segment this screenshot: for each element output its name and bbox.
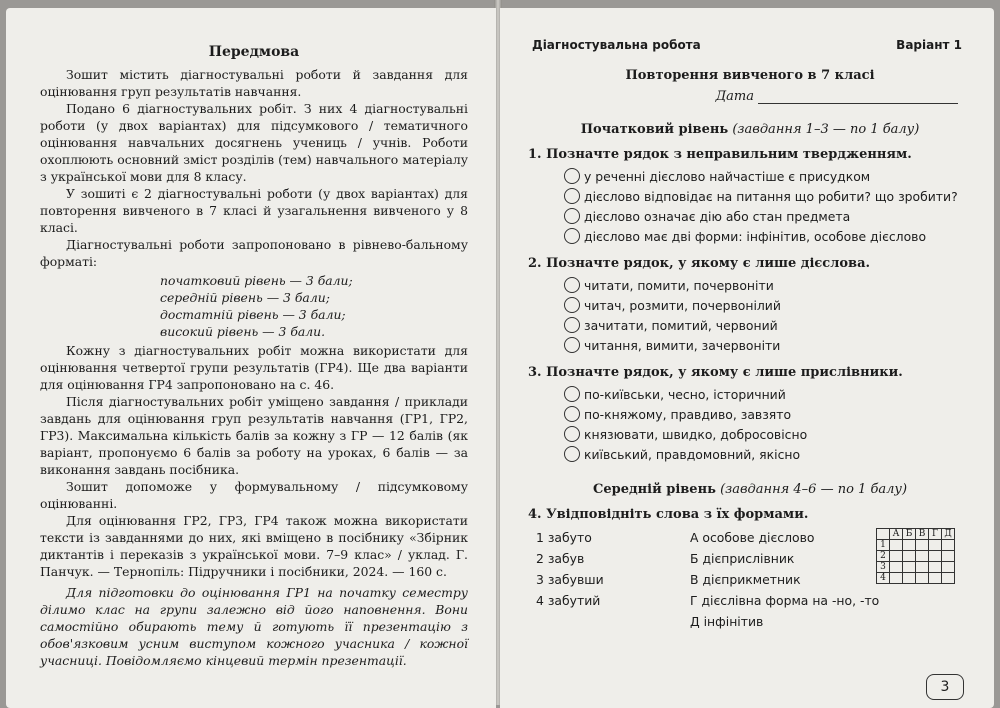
- date-line[interactable]: [758, 103, 958, 104]
- right-page: [500, 8, 994, 708]
- option-text: по-княжому, правдиво, завзято: [584, 406, 792, 422]
- level-note: (завдання 1–3 — по 1 балу): [732, 122, 920, 137]
- paragraph: Кожну з діагностувальних робіт можна використати для оцінювання четвертої групи результатів (ГР4). Ще два варіанти для оцінювання ГР4 запропоновано на с. 46.: [40, 343, 468, 392]
- option-text: князювати, швидко, доброcовісно: [584, 426, 808, 442]
- grid-cell[interactable]: [890, 573, 903, 584]
- grid-cell[interactable]: [890, 562, 903, 573]
- words-column: [536, 530, 604, 614]
- level-item: середній рівень — 3 бали;: [160, 290, 330, 305]
- level-name: Початковий рівень: [580, 122, 729, 137]
- grid-col-header: Д: [942, 529, 955, 540]
- answer-option[interactable]: [564, 206, 972, 226]
- form-item: Г дієслівна форма на -но, -то: [690, 593, 880, 608]
- word-item: 1 забуто: [536, 530, 592, 545]
- forms-column: [690, 530, 879, 635]
- level-item: початковий рівень — 3 бали;: [160, 273, 353, 288]
- question-2-options: [564, 275, 972, 355]
- question-3-options: [564, 384, 972, 464]
- grid-cell[interactable]: [942, 540, 955, 551]
- question-4: 4. Увідповідніть слова з їх формами.: [528, 507, 809, 522]
- radio-circle-icon[interactable]: [564, 426, 580, 442]
- grid-corner: [877, 529, 890, 540]
- paragraph: У зошиті є 2 діагностувальні роботи (у двох варіантах) для повторення вивченого в 7 класі й узагальнення вивченого у 8 класі.: [40, 186, 468, 235]
- grid-row-header: 3: [877, 562, 890, 573]
- option-text: зачитати, помитий, червоний: [584, 317, 778, 333]
- date-label: Дата: [715, 89, 754, 104]
- level-heading: [528, 482, 972, 497]
- grid-row-header: 1: [877, 540, 890, 551]
- header-title: Діагностувальна робота: [532, 38, 701, 52]
- radio-circle-icon[interactable]: [564, 297, 580, 313]
- paragraph: Зошит містить діагностувальні роботи й завдання для оцінювання груп результатів навчання.: [40, 67, 468, 99]
- form-item: В дієприкметник: [690, 572, 801, 587]
- grid-cell[interactable]: [929, 551, 942, 562]
- form-item: Б дієприслівник: [690, 551, 795, 566]
- radio-circle-icon[interactable]: [564, 317, 580, 333]
- paragraph: Для оцінювання ГР2, ГР3, ГР4 також можна використати тексти із завданнями до них, які вміщено в посібнику «Збірник диктантів і переказів з української мови. 7–9 клас» / уклад. Г. Панчук. — Тернопіль: Підручники і посібники, 2024. — 160 с.: [40, 513, 468, 579]
- radio-circle-icon[interactable]: [564, 208, 580, 224]
- grid-col-header: А: [890, 529, 903, 540]
- grid-cell[interactable]: [903, 540, 916, 551]
- answer-option[interactable]: [564, 295, 972, 315]
- grid-row-header: 2: [877, 551, 890, 562]
- level-name: Середній рівень: [592, 482, 716, 497]
- page-header: [532, 38, 962, 52]
- answer-option[interactable]: [564, 384, 972, 404]
- radio-circle-icon[interactable]: [564, 446, 580, 462]
- grid-cell[interactable]: [942, 551, 955, 562]
- option-text: читати, помити, почервоніти: [584, 277, 774, 293]
- grid-cell[interactable]: [916, 573, 929, 584]
- preface-title: Передмова: [208, 44, 300, 60]
- paragraph: Діагностувальні роботи запропоновано в рівнево-бальному форматі:: [40, 237, 468, 269]
- grid-row-header: 4: [877, 573, 890, 584]
- level-item: достатній рівень — 3 бали;: [160, 307, 346, 322]
- level-item: високий рівень — 3 бали.: [160, 324, 326, 339]
- grid-cell[interactable]: [929, 562, 942, 573]
- question-1-options: [564, 166, 972, 246]
- answer-option[interactable]: [564, 315, 972, 335]
- page-number: 3: [926, 674, 964, 700]
- question-2: 2. Позначте рядок, у якому є лише дієслова.: [528, 256, 871, 271]
- radio-circle-icon[interactable]: [564, 228, 580, 244]
- paragraph: Зошит допоможе у формувальному / підсумковому оцінюванні.: [40, 479, 468, 511]
- option-text: читання, вимити, зачервоніти: [584, 337, 781, 353]
- answer-grid: [876, 528, 955, 584]
- radio-circle-icon[interactable]: [564, 168, 580, 184]
- answer-option[interactable]: [564, 186, 972, 206]
- option-text: дієслово означає дію або стан предмета: [584, 208, 851, 224]
- grid-cell[interactable]: [890, 540, 903, 551]
- level-heading: [528, 122, 972, 137]
- answer-option[interactable]: [564, 275, 972, 295]
- answer-option[interactable]: [564, 404, 972, 424]
- matching-task: [528, 528, 972, 638]
- option-text: дієслово відповідає на питання що робити? що зробити?: [584, 188, 958, 204]
- answer-option[interactable]: [564, 335, 972, 355]
- grid-cell[interactable]: [916, 551, 929, 562]
- topic-title: Повторення вивченого в 7 класі: [625, 68, 875, 83]
- date-field[interactable]: [528, 89, 958, 104]
- grid-cell[interactable]: [903, 551, 916, 562]
- grid-col-header: Б: [903, 529, 916, 540]
- answer-option[interactable]: [564, 444, 972, 464]
- italic-note: Для підготовки до оцінювання ГР1 на початку семестру ділимо клас на групи залежно від його наповнення. Вони самостійно обирають тему й готують її презентацію з обов'язковим усним виступом кожного учасника / кожної учасниці. Повідомляємо кінцевий термін презентації.: [40, 585, 468, 668]
- grid-cell[interactable]: [929, 540, 942, 551]
- grid-cell[interactable]: [916, 562, 929, 573]
- radio-circle-icon[interactable]: [564, 386, 580, 402]
- grid-cell[interactable]: [903, 562, 916, 573]
- option-text: читач, розмити, почервонілий: [584, 297, 781, 313]
- answer-option[interactable]: [564, 226, 972, 246]
- word-item: 4 забутий: [536, 593, 601, 608]
- word-item: 2 забув: [536, 551, 585, 566]
- grid-cell[interactable]: [916, 540, 929, 551]
- question-1: 1. Позначте рядок з неправильним твердженням.: [528, 147, 912, 162]
- question-3: 3. Позначте рядок, у якому є лише прислівники.: [528, 365, 903, 380]
- paragraph: Подано 6 діагностувальних робіт. З них 4 діагностувальні роботи (у двох варіантах) для підсумкового / тематичного оцінювання навчальних досягнень учениць / учнів. Роботи охоплюють основний зміст розділів (тем) навчального матеріалу з української мови для 8 класу.: [40, 101, 468, 184]
- left-page: [6, 8, 496, 708]
- radio-circle-icon[interactable]: [564, 277, 580, 293]
- word-item: 3 забувши: [536, 572, 604, 587]
- option-text: київський, правдомовний, якісно: [584, 446, 801, 462]
- radio-circle-icon[interactable]: [564, 188, 580, 204]
- grid-col-header: Г: [929, 529, 942, 540]
- grid-cell[interactable]: [903, 573, 916, 584]
- grid-cell[interactable]: [942, 562, 955, 573]
- grid-cell[interactable]: [942, 573, 955, 584]
- form-item: А особове дієслово: [690, 530, 815, 545]
- grid-col-header: В: [916, 529, 929, 540]
- paragraph: Після діагностувальних робіт уміщено завдання / приклади завдань для оцінювання груп результатів навчання (ГР1, ГР2, ГР3). Максимальна кількість балів за кожну з ГР — 12 балів (як варіант, пропонуємо 6 балів за роботу на уроках, 6 балів — за виконання завдань посібника.: [40, 394, 468, 477]
- option-text: у реченні дієслово найчастіше є присудком: [584, 168, 871, 184]
- option-text: дієслово має дві форми: інфінітив, особове дієслово: [584, 228, 927, 244]
- radio-circle-icon[interactable]: [564, 337, 580, 353]
- levels-list: [160, 272, 468, 340]
- option-text: по-київськи, чесно, історичний: [584, 386, 786, 402]
- answer-option[interactable]: [564, 424, 972, 444]
- grid-cell[interactable]: [929, 573, 942, 584]
- answer-option[interactable]: [564, 166, 972, 186]
- grid-cell[interactable]: [890, 551, 903, 562]
- level-note: (завдання 4–6 — по 1 балу): [720, 482, 908, 497]
- radio-circle-icon[interactable]: [564, 406, 580, 422]
- variant-label: Варіант 1: [896, 38, 962, 52]
- form-item: Д інфінітив: [690, 614, 764, 629]
